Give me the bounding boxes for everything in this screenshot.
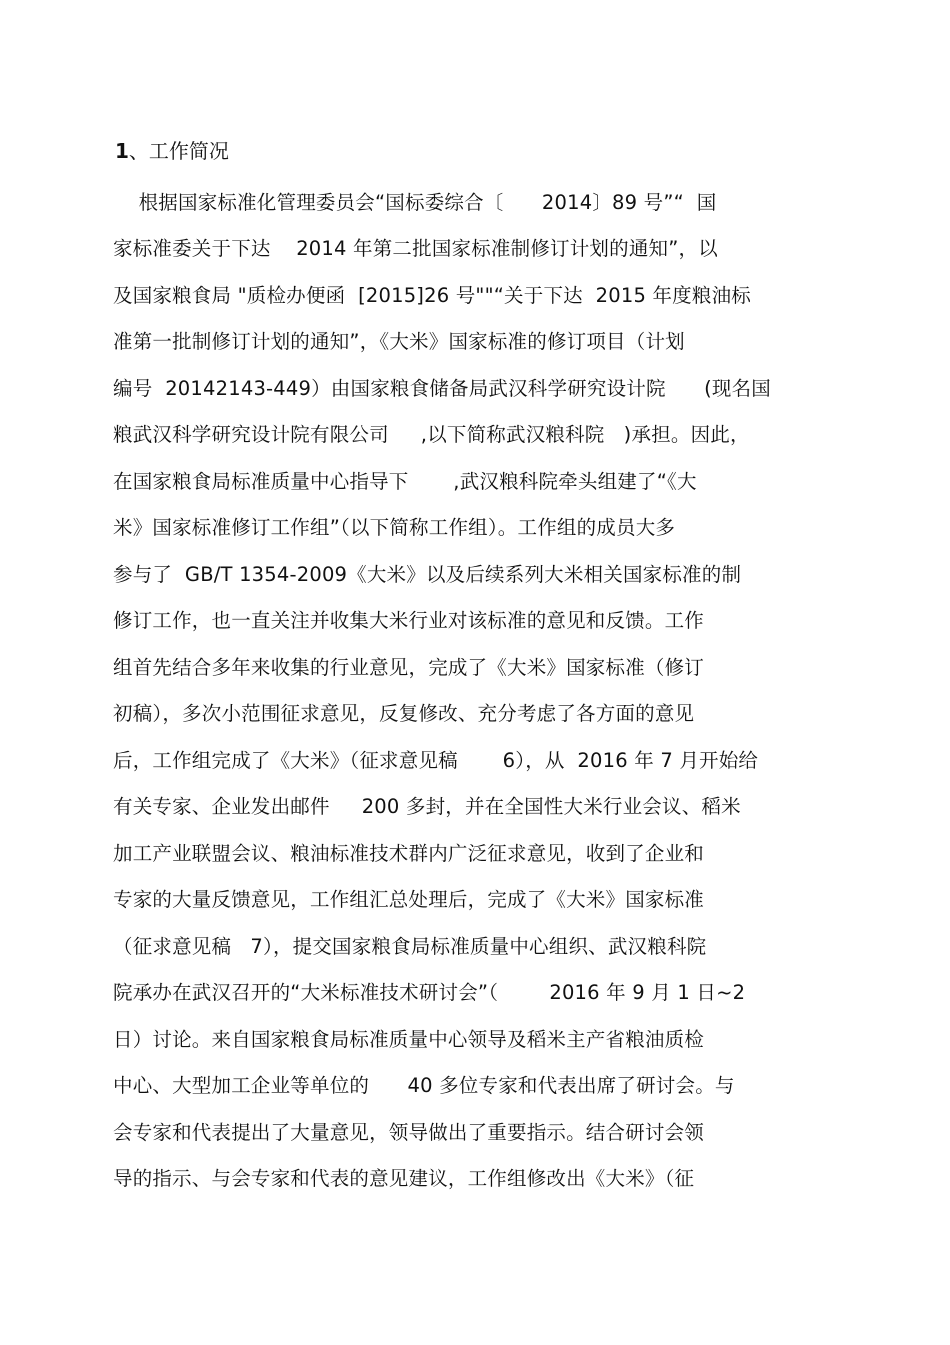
paragraph-line: 根据国家标准化管理委员会“国标委综合〔 2014〕89 号”“ 国	[113, 191, 717, 214]
paragraph-line: 家标准委关于下达 2014 年第二批国家标准制修订计划的通知”，以	[113, 237, 718, 260]
paragraph-line: 后，工作组完成了《大米》（征求意见稿 6），从 2016 年 7 月开始给	[113, 749, 759, 772]
paragraph-line: 院承办在武汉召开的“大米标准技术研讨会”（ 2016 年 9 月 1 日~2	[113, 981, 746, 1004]
paragraph-line: 初稿），多次小范围征求意见，反复修改、充分考虑了各方面的意见	[113, 702, 695, 725]
paragraph-line: 米》国家标准修订工作组”（以下简称工作组）。工作组的成员大多	[113, 516, 676, 539]
paragraph-line: 参与了 GB/T 1354-2009《大米》以及后续系列大米相关国家标准的制	[113, 563, 742, 586]
paragraph-line: 专家的大量反馈意见，工作组汇总处理后，完成了《大米》国家标准	[113, 888, 705, 911]
paragraph-line: 准第一批制修订计划的通知”，《大米》国家标准的修订项目（计划	[113, 330, 685, 353]
section-heading	[115, 134, 229, 168]
paragraph-line: 编号 20142143-449）由国家粮食储备局武汉科学研究设计院 (现名国	[113, 377, 772, 400]
paragraph-line: 导的指示、与会专家和代表的意见建议，工作组修改出《大米》（征	[113, 1167, 695, 1190]
paragraph-line: （征求意见稿 7），提交国家粮食局标准质量中心组织、武汉粮科院	[113, 935, 707, 958]
section-title: 、工作简况	[128, 139, 229, 163]
paragraph-line: 在国家粮食局标准质量中心指导下 ,武汉粮科院牵头组建了“《大	[113, 470, 697, 493]
paragraph-line: 修订工作，也一直关注并收集大米行业对该标准的意见和反馈。工作	[113, 609, 705, 632]
paragraph-line: 有关专家、企业发出邮件 200 多封，并在全国性大米行业会议、稻米	[113, 795, 741, 818]
paragraph-line: 加工产业联盟会议、粮油标准技术群内广泛征求意见，收到了企业和	[113, 842, 705, 865]
paragraph-line: 日）讨论。来自国家粮食局标准质量中心领导及稻米主产省粮油质检	[113, 1028, 705, 1051]
paragraph-line: 中心、大型加工企业等单位的 40 多位专家和代表出席了研讨会。与	[113, 1074, 735, 1097]
section-number: 1	[115, 139, 129, 163]
paragraph-line: 粮武汉科学研究设计院有限公司 ,以下简称武汉粮科院 )承担。因此，	[113, 423, 750, 446]
paragraph-line: 会专家和代表提出了大量意见，领导做出了重要指示。结合研讨会领	[113, 1121, 705, 1144]
paragraph-line: 组首先结合多年来收集的行业意见，完成了《大米》国家标准（修订	[113, 656, 705, 679]
paragraph-line: 及国家粮食局 "质检办便函 [2015]26 号""“关于下达 2015 年度粮油标	[113, 284, 751, 307]
